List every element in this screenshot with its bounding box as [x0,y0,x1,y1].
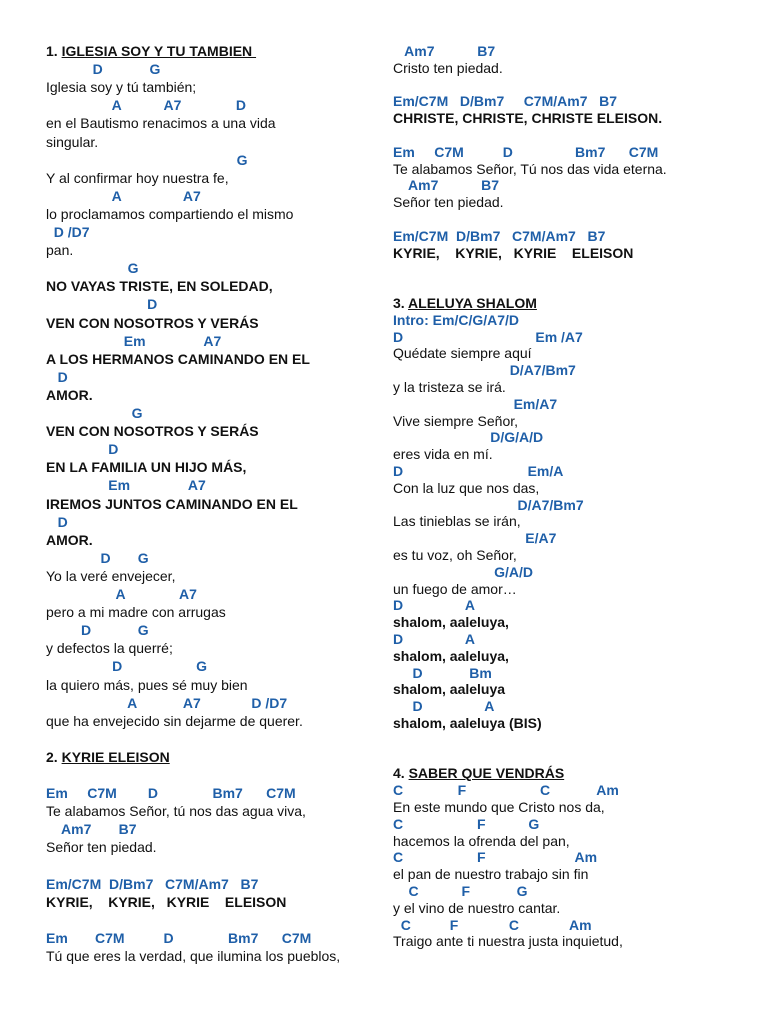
chord-line: Intro: Em/C/G/A7/D [393,311,520,328]
chord-line: G [46,151,248,168]
chord-line: D /D7 [46,224,90,240]
chord-line: C F C Am [393,782,619,799]
song-number: 3. [393,295,409,311]
chord-line: C F G [393,815,540,832]
lyric-line: el pan de nuestro trabajo sin fin [393,866,589,883]
lyric-line: Cristo ten piedad. [393,59,503,76]
chorus-line: AMOR. [46,531,93,548]
chord-line: D [46,513,68,530]
lyric-line: un fuego de amor… [393,580,517,597]
lyric-line: es tu voz, oh Señor, [393,547,517,563]
lyric-line: la quiero más, pues sé muy bien [46,676,248,693]
chord-line: D G [46,622,149,639]
song-heading [46,43,256,60]
chorus-line: shalom, aaleluya [393,681,506,698]
chorus-line: VEN CON NOSOTROS Y SERÁS [46,423,259,440]
lyric-line: Yo la veré envejecer, [46,567,176,584]
song-number: 1. [46,43,62,59]
chord-line: C F C Am [393,916,592,933]
chorus-line: A LOS HERMANOS CAMINANDO EN EL [46,350,310,367]
chorus-line: KYRIE, KYRIE, KYRIE ELEISON [393,244,634,261]
lyric-line: Traigo ante ti nuestra justa inquietud, [393,933,623,950]
song-title: ALELUYA SHALOM [408,295,537,311]
chord-line: G [46,260,139,277]
chord-line: Em/C7M D/Bm7 C7M/Am7 B7 [393,93,618,110]
chord-line: D Bm [393,664,492,681]
chord-line: Em/C7M D/Bm7 C7M/Am7 B7 [46,875,259,892]
chord-line: Em C7M D Bm7 C7M [46,929,312,946]
lyric-line: Quédate siempre aquí [393,345,532,362]
chord-line: D G [46,658,208,675]
chord-line: D/A7/Bm7 [393,362,576,379]
chorus-line: VEN CON NOSOTROS Y VERÁS [46,314,259,331]
song-heading [393,295,537,312]
lyric-line: Te alabamos Señor, Tú nos das vida eterna. [393,160,667,177]
chord-line: D Em /A7 [393,328,583,345]
lyric-line: Con la luz que nos das, [393,479,540,496]
lyric-line: Señor ten piedad. [393,194,504,211]
lyric-line: y el vino de nuestro cantar. [393,899,561,916]
chorus-line: NO VAYAS TRISTE, EN SOLEDAD, [46,278,273,295]
lyric-line: pero a mi madre con arrugas [46,604,226,621]
song-title: KYRIE ELEISON [61,748,170,765]
chord-line: C F G [393,883,528,899]
chord-line: G/A/D [393,563,534,580]
chord-line: Em A7 [46,477,206,494]
chord-line: Em/C7M D/Bm7 C7M/Am7 B7 [393,227,606,244]
chord-line: D G [46,549,149,566]
lyric-line: eres vida en mí. [393,446,493,463]
chord-line: Am7 B7 [393,177,500,194]
chord-line: D/A7/Bm7 [393,496,584,513]
chord-line: D A [393,698,495,715]
song-number: 2. [46,748,62,765]
song-heading [46,749,170,766]
lyric-line: Tú que eres la verdad, que ilumina los pueblos, [46,948,341,964]
chord-line: Am7 B7 [46,821,137,838]
lyric-line: pan. [46,242,74,259]
chord-line: A A7 D [46,97,246,114]
song-number: 4. [393,765,409,782]
chord-line: E/A7 [393,530,557,547]
song-title: IGLESIA SOY Y TU TAMBIEN [61,43,257,59]
chord-line: Em/A7 [393,395,558,412]
chorus-line: EN LA FAMILIA UN HIJO MÁS, [46,459,247,476]
chord-line: A A7 D /D7 [46,694,288,711]
lyric-line: en el Bautismo renacimos a una vida [46,115,276,132]
lyric-line: Las tinieblas se irán, [393,513,521,530]
lyric-line: hacemos la ofrenda del pan, [393,832,570,849]
lyric-line: Te alabamos Señor, tú nos das agua viva, [46,803,306,820]
song-heading [393,765,564,782]
chorus-line: KYRIE, KYRIE, KYRIE ELEISON [46,893,287,910]
chorus-line: shalom, aaleluya, [393,647,509,664]
chorus-line: shalom, aaleluya, [393,614,509,631]
chord-line: G [46,405,143,421]
chord-line: D/G/A/D [393,429,544,446]
chord-line: Em A7 [46,332,222,349]
song-title: SABER QUE VENDRÁS [408,765,565,782]
lyric-line: lo proclamamos compartiendo el mismo [46,205,294,222]
chord-line: D A [393,597,475,614]
lyric-line: que ha envejecido sin dejarme de querer. [46,712,303,729]
chorus-line: AMOR. [46,386,93,403]
chord-line: A A7 [46,586,197,602]
chord-line: D [46,368,68,385]
chord-line: Em C7M D Bm7 C7M [393,143,659,160]
lyric-line: Iglesia soy y tú también; [46,79,197,96]
chord-line: C F Am [393,849,598,866]
lyric-line: Señor ten piedad. [46,839,157,856]
chorus-line: CHRISTE, CHRISTE, CHRISTE ELEISON. [393,110,663,127]
chord-line: Em C7M D Bm7 C7M [46,785,296,802]
chord-line: D A [393,631,475,647]
lyric-line: y defectos la querré; [46,640,173,657]
chord-line: D [46,441,119,458]
chord-line: Am7 B7 [393,43,496,59]
chord-line: D [46,296,158,313]
lyric-line: singular. [46,133,99,150]
chorus-line: shalom, aaleluya (BIS) [393,715,542,731]
lyric-line: Vive siempre Señor, [393,412,519,429]
chorus-line: IREMOS JUNTOS CAMINANDO EN EL [46,495,298,512]
chord-line: D Em/A [393,463,564,479]
chord-line: D G [46,61,161,78]
lyric-line: Y al confirmar hoy nuestra fe, [46,169,229,186]
chord-line: A A7 [46,187,201,204]
lyric-line: y la tristeza se irá. [393,379,506,395]
lyric-line: En este mundo que Cristo nos da, [393,799,605,815]
